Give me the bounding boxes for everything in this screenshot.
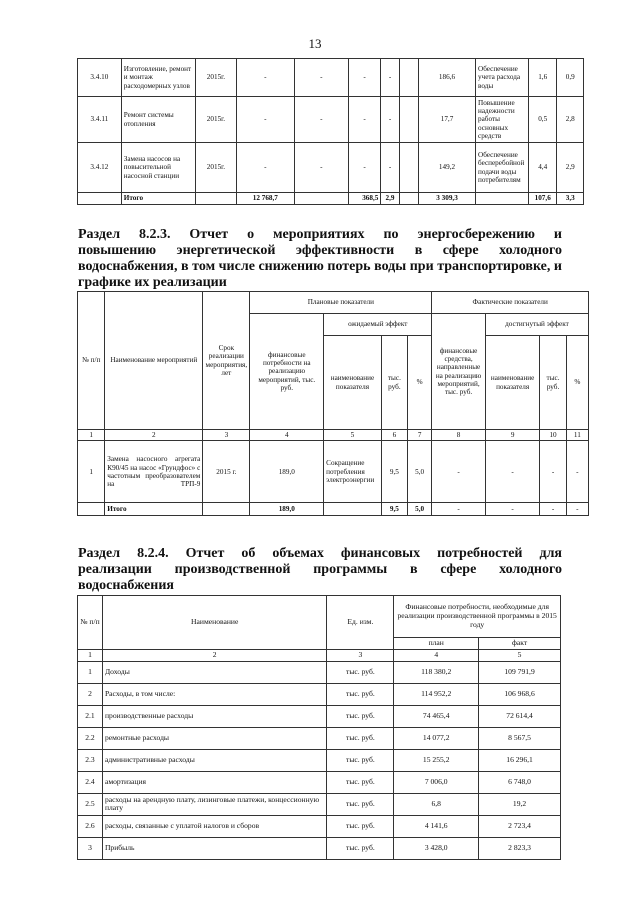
t2-total-pct: 5,0 xyxy=(408,503,432,516)
table-row xyxy=(78,97,584,143)
t2-total-f2: - xyxy=(485,503,540,516)
t3-unit: тыс. руб. xyxy=(327,749,394,771)
t3-unit: тыс. руб. xyxy=(327,705,394,727)
t2-h-ths-fact: тыс. руб. xyxy=(540,336,566,430)
t3-name: Прибыль xyxy=(102,837,327,859)
t3-fact: 106 968,6 xyxy=(479,683,561,705)
t2-row-ind: Сокращение потребления электроэнергии xyxy=(324,441,382,503)
t1-total-v2: 368,5 xyxy=(348,193,381,205)
t2-h-ind-name: наименование показателя xyxy=(324,336,382,430)
t3-name: Доходы xyxy=(102,661,327,683)
t3-colnum: 2 xyxy=(102,650,327,662)
table-energy-saving xyxy=(77,291,589,516)
t2-total-f1: - xyxy=(432,503,486,516)
section-8-2-3-line3: водоснабжения, в том числе снижению потерь воды при транспортировке, и xyxy=(78,259,562,274)
t2-colnum: 8 xyxy=(432,430,486,441)
section-8-2-3-line2: повышению энергетической эффективности в сфере холодного xyxy=(78,243,562,258)
t3-name: ремонтные расходы xyxy=(102,727,327,749)
t1-c2: - xyxy=(294,143,348,193)
t2-total-empty xyxy=(78,503,105,516)
t1-total-empty2 xyxy=(196,193,237,205)
t3-name: административные расходы xyxy=(102,749,327,771)
t1-total-label: Итого xyxy=(121,193,195,205)
t3-unit: тыс. руб. xyxy=(327,793,394,815)
t1-c3: - xyxy=(348,143,381,193)
t1-c3: - xyxy=(348,59,381,97)
t3-num: 3 xyxy=(78,837,103,859)
t3-num: 2.1 xyxy=(78,705,103,727)
t1-c4: - xyxy=(381,59,399,97)
t1-num: 3.4.12 xyxy=(78,143,122,193)
t2-row-f3: - xyxy=(540,441,566,503)
table-total-row xyxy=(78,193,584,205)
t2-row-f4: - xyxy=(566,441,588,503)
t1-effect: Обеспечение учета расхода воды xyxy=(476,59,529,97)
t3-num: 2.6 xyxy=(78,815,103,837)
t3-num: 2 xyxy=(78,683,103,705)
t1-c2: - xyxy=(294,59,348,97)
t3-num: 1 xyxy=(78,661,103,683)
t2-h-name: Наименование мероприятий xyxy=(105,292,203,430)
t3-h-unit: Ед. изм. xyxy=(327,596,394,650)
t3-name: расходы, связанные с уплатой налогов и сборов xyxy=(102,815,327,837)
t2-h-plan: Плановые показатели xyxy=(250,292,432,314)
t1-c1: - xyxy=(236,59,294,97)
t3-fact: 2 823,3 xyxy=(479,837,561,859)
section-8-2-3-heading xyxy=(78,227,562,291)
table-row xyxy=(78,705,561,727)
t2-total-f3: - xyxy=(540,503,566,516)
t3-plan: 4 141,6 xyxy=(394,815,479,837)
t2-total-ths: 9,5 xyxy=(381,503,407,516)
t3-plan: 14 077,2 xyxy=(394,727,479,749)
t2-row-term: 2015 г. xyxy=(203,441,250,503)
t1-e1: 1,6 xyxy=(528,59,557,97)
t2-row-name: Замена насосного агрегата К90/45 на насос «Грундфос» с частотным преобразователем на ТРП-9 xyxy=(105,441,203,503)
t3-fact: 8 567,5 xyxy=(479,727,561,749)
t2-row-ths: 9,5 xyxy=(381,441,407,503)
section-8-2-4-line3: водоснабжения xyxy=(78,578,174,593)
t2-total-f4: - xyxy=(566,503,588,516)
t1-total-empty3 xyxy=(294,193,348,205)
t1-total-v3: 2,9 xyxy=(381,193,399,205)
t1-total-v5: 107,6 xyxy=(528,193,557,205)
table-row xyxy=(78,661,561,683)
t2-total-empty3 xyxy=(324,503,382,516)
t2-h-achieved: достигнутый эффект xyxy=(485,314,588,336)
table-row xyxy=(78,683,561,705)
t2-colnum: 1 xyxy=(78,430,105,441)
t3-fact: 16 296,1 xyxy=(479,749,561,771)
t1-empty xyxy=(399,59,418,97)
t1-year: 2015г. xyxy=(196,143,237,193)
t2-row-num: 1 xyxy=(78,441,105,503)
table-row xyxy=(78,793,561,815)
t3-unit: тыс. руб. xyxy=(327,771,394,793)
t3-unit: тыс. руб. xyxy=(327,815,394,837)
t2-h-pct: % xyxy=(408,336,432,430)
t3-colnum: 3 xyxy=(327,650,394,662)
t3-plan: 15 255,2 xyxy=(394,749,479,771)
t1-c4: - xyxy=(381,97,399,143)
t3-unit: тыс. руб. xyxy=(327,661,394,683)
t3-plan: 114 952,2 xyxy=(394,683,479,705)
t3-colnum: 1 xyxy=(78,650,103,662)
t2-h-ind-name-fact: наименование показателя xyxy=(485,336,540,430)
t1-num: 3.4.11 xyxy=(78,97,122,143)
t1-year: 2015г. xyxy=(196,97,237,143)
table-row xyxy=(78,59,584,97)
t2-h-fact: Фактические показатели xyxy=(432,292,589,314)
t3-num: 2.4 xyxy=(78,771,103,793)
t1-c4: - xyxy=(381,143,399,193)
t3-colnum: 5 xyxy=(479,650,561,662)
t2-total-label: Итого xyxy=(105,503,203,516)
t3-name: производственные расходы xyxy=(102,705,327,727)
t3-name: Расходы, в том числе: xyxy=(102,683,327,705)
t2-colnum: 6 xyxy=(381,430,407,441)
t3-name: расходы на арендную плату, лизинговые платежи, концессионную плату xyxy=(102,793,327,815)
t3-h-needs: Финансовые потребности, необходимые для реализации производственной программы в 2015 году xyxy=(394,596,561,638)
section-8-2-4-heading xyxy=(78,546,562,594)
t2-total-empty2 xyxy=(203,503,250,516)
section-8-2-4-line1: Раздел 8.2.4. Отчет об объемах финансовых потребностей для xyxy=(78,546,562,561)
t1-year: 2015г. xyxy=(196,59,237,97)
t3-fact: 2 723,4 xyxy=(479,815,561,837)
t2-colnum: 7 xyxy=(408,430,432,441)
t3-colnum: 4 xyxy=(394,650,479,662)
t3-fact: 109 791,9 xyxy=(479,661,561,683)
t2-row-fin: 189,0 xyxy=(250,441,324,503)
t2-colnum: 9 xyxy=(485,430,540,441)
t1-e2: 0,9 xyxy=(557,59,584,97)
t3-h-num: № п/п xyxy=(78,596,103,650)
t3-name: амортизация xyxy=(102,771,327,793)
t2-h-pct-fact: % xyxy=(566,336,588,430)
t2-h-ths: тыс. руб. xyxy=(381,336,407,430)
table-financial-needs xyxy=(77,595,561,860)
t3-num: 2.3 xyxy=(78,749,103,771)
t1-c1: - xyxy=(236,143,294,193)
t2-h-term: Срок реализации мероприятия, лет xyxy=(203,292,250,430)
t1-total-empty xyxy=(78,193,122,205)
t3-num: 2.2 xyxy=(78,727,103,749)
t1-name: Изготовление, ремонт и монтаж расходомерных узлов xyxy=(121,59,195,97)
section-8-2-4-line2: реализации производственной программы в сфере холодного xyxy=(78,562,562,577)
t1-c1: - xyxy=(236,97,294,143)
table-row xyxy=(78,727,561,749)
section-8-2-3-line1: Раздел 8.2.3. Отчет о мероприятиях по энергосбережению и xyxy=(78,227,562,242)
t3-num: 2.5 xyxy=(78,793,103,815)
t2-h-num: № п/п xyxy=(78,292,105,430)
table-measures-continuation xyxy=(77,58,584,205)
t1-name: Ремонт системы отопления xyxy=(121,97,195,143)
t2-colnum: 3 xyxy=(203,430,250,441)
t1-e1: 0,5 xyxy=(528,97,557,143)
t1-val: 149,2 xyxy=(419,143,476,193)
table-row xyxy=(78,837,561,859)
t3-unit: тыс. руб. xyxy=(327,837,394,859)
t1-num: 3.4.10 xyxy=(78,59,122,97)
t3-fact: 19,2 xyxy=(479,793,561,815)
t3-unit: тыс. руб. xyxy=(327,727,394,749)
t2-row-f2: - xyxy=(485,441,540,503)
t2-colnum: 11 xyxy=(566,430,588,441)
t3-unit: тыс. руб. xyxy=(327,683,394,705)
t1-total-v1: 12 768,7 xyxy=(236,193,294,205)
table-row xyxy=(78,815,561,837)
t2-h-plan-fin: финансовые потребности на реализацию мероприятий, тыс. руб. xyxy=(250,314,324,430)
t1-val: 17,7 xyxy=(419,97,476,143)
t1-empty xyxy=(399,143,418,193)
t1-val: 186,6 xyxy=(419,59,476,97)
t1-e2: 2,8 xyxy=(557,97,584,143)
page-number: 13 xyxy=(308,36,322,51)
t3-plan: 3 428,0 xyxy=(394,837,479,859)
t1-total-empty5 xyxy=(476,193,529,205)
t1-effect: Повышение надежности работы основных средств xyxy=(476,97,529,143)
table-row xyxy=(78,143,584,193)
t2-colnum: 4 xyxy=(250,430,324,441)
t2-colnum: 2 xyxy=(105,430,203,441)
t1-total-v6: 3,3 xyxy=(557,193,584,205)
t2-total-fin: 189,0 xyxy=(250,503,324,516)
t2-row-f1: - xyxy=(432,441,486,503)
t1-name: Замена насосов на повысительной насосной станции xyxy=(121,143,195,193)
t1-total-empty4 xyxy=(399,193,418,205)
t3-h-plan: план xyxy=(394,638,479,650)
t1-c2: - xyxy=(294,97,348,143)
t1-c3: - xyxy=(348,97,381,143)
t1-effect: Обеспечение бесперебойной подачи воды потребителям xyxy=(476,143,529,193)
section-8-2-3-line4: графике их реализации xyxy=(78,275,227,290)
t3-fact: 72 614,4 xyxy=(479,705,561,727)
t2-h-fact-fin: финансовые средства, направленные на реализацию мероприятий, тыс. руб. xyxy=(432,314,486,430)
t2-row-pct: 5,0 xyxy=(408,441,432,503)
t2-colnum: 10 xyxy=(540,430,566,441)
table-row xyxy=(78,771,561,793)
t3-plan: 118 380,2 xyxy=(394,661,479,683)
t1-total-v4: 3 309,3 xyxy=(419,193,476,205)
t3-h-name: Наименование xyxy=(102,596,327,650)
t2-h-expected: ожидаемый эффект xyxy=(324,314,432,336)
t2-colnum: 5 xyxy=(324,430,382,441)
t1-e2: 2,9 xyxy=(557,143,584,193)
t3-plan: 7 006,0 xyxy=(394,771,479,793)
t3-plan: 74 465,4 xyxy=(394,705,479,727)
t3-h-fact: факт xyxy=(479,638,561,650)
t1-e1: 4,4 xyxy=(528,143,557,193)
table-row xyxy=(78,749,561,771)
t3-plan: 6,8 xyxy=(394,793,479,815)
t3-fact: 6 748,0 xyxy=(479,771,561,793)
t1-empty xyxy=(399,97,418,143)
